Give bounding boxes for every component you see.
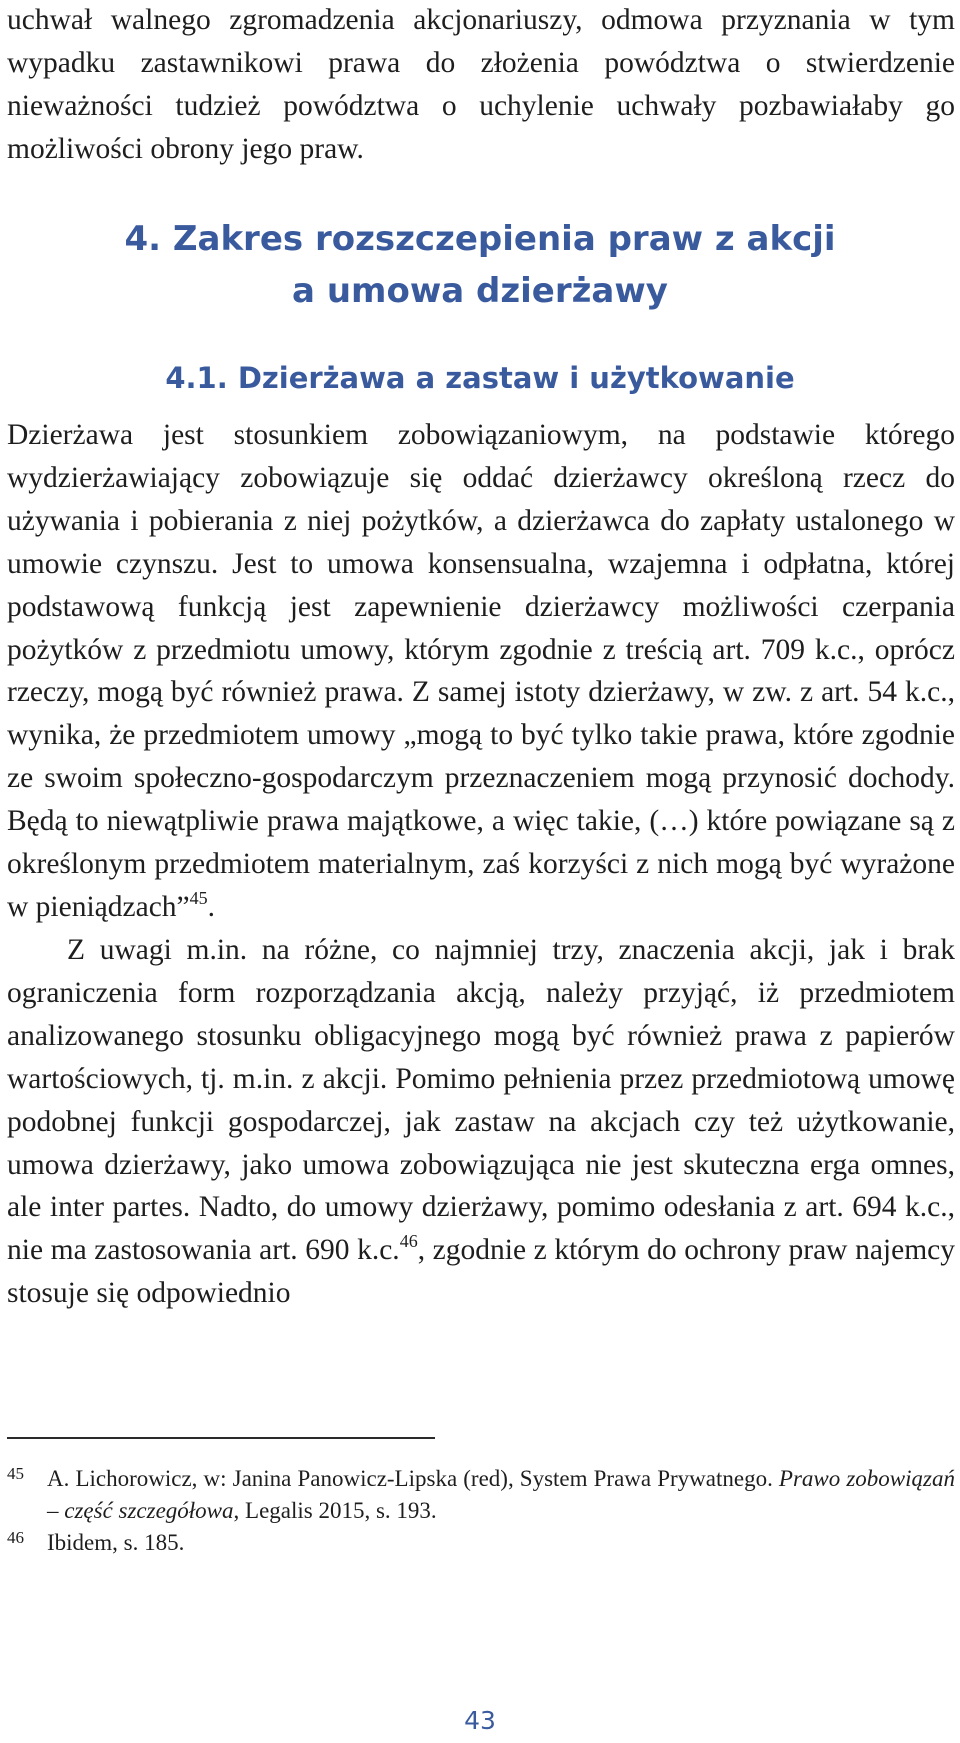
paragraph-1-text: Dzierżawa jest stosunkiem zobowiązaniowym, na podstawie którego wydzierżawiający zobowiązuje się oddać dzierżawcy określoną rzecz do używania i pobierania z niej pożytków, a dzierżawca do zapłaty ustalonego w umowie czynszu. Jest to umowa konsensualna, wzajemna i odpłatna, której podstawową funkcją jest zapewnienie dzierżawcy możliwości czerpania pożytków z przedmiotu umowy, którym zgodnie z treścią art. 709 k.c., oprócz rzeczy, mogą być również prawa. Z samej istoty dzierżawy, w zw. z art. 54 k.c., wynika, że przedmiotem umowy „mogą to być tylko takie prawa, które zgodnie ze swoim społeczno-gospodarczym przeznaczeniem mogą przynosić dochody. Będą to niewątpliwie prawa majątkowe, a więc takie, (…) które powiązane są z określonym przedmiotem materialnym, zaś korzyści z nich mogą być wyrażone w pieniądzach” <box>7 419 955 923</box>
paragraph-1-end: . <box>207 890 216 923</box>
footnote-number: 45 <box>7 1464 24 1483</box>
footnote-text: Ibidem, s. 185. <box>47 1530 185 1555</box>
paragraph-2-text: Z uwagi m.in. na różne, co najmniej trzy, znaczenia akcji, jak i brak ograniczenia form rozporządzania akcją, należy przyjąć, iż przedmiotem analizowanego stosunku obligacyjnego mogą być również prawa z papierów wartościowych, tj. m.in. z akcji. Pomimo pełnienia przez przedmiotową umowę podobnej funkcji gospodarczej, jak zastaw na akcjach czy też użytkowanie, umowa dzierżawy, jako umowa zobowiązująca nie jest skuteczna erga omnes, ale inter partes. Nadto, do umowy dzierżawy, pomimo odesłania z art. 694 k.c., nie ma zastosowania art. 690 k.c. <box>7 934 955 1267</box>
page-number: 43 <box>464 1706 496 1735</box>
paragraph-1 <box>7 414 955 929</box>
footnote-text-plain: A. Lichorowicz, w: Janina Panowicz-Lipska (red), System Prawa Prywatnego. <box>47 1466 779 1491</box>
footnote-ref-45: 45 <box>189 887 208 908</box>
footnote-number: 46 <box>7 1528 24 1547</box>
footnote-ref-46: 46 <box>399 1231 418 1252</box>
footnote-text-end: , Legalis 2015, s. 193. <box>233 1498 437 1523</box>
paragraph-2-continuation: , zgodnie z którym do ochrony praw najemcy stosuje się odpowiednio <box>7 1234 955 1310</box>
footnote-45 <box>7 1463 955 1527</box>
top-paragraph <box>7 0 955 171</box>
paragraph-2 <box>7 929 955 1315</box>
top-paragraph-text: uchwał walnego zgromadzenia akcjonariuszy, odmowa przyznania w tym wypadku zastawnikowi prawa do złożenia powództwa o stwierdzenie nieważności tudzież powództwa o uchylenie uchwały pozbawiałaby go możliwości obrony jego praw. <box>7 4 955 165</box>
footnote-separator <box>7 1437 435 1439</box>
footnote-text <box>47 1463 955 1527</box>
section-heading-line1: 4. Zakres rozszczepienia praw z akcji <box>124 219 836 259</box>
footnote-46 <box>7 1527 955 1559</box>
section-heading <box>0 213 960 317</box>
subsection-heading: 4.1. Dzierżawa a zastaw i użytkowanie <box>165 361 795 395</box>
section-heading-line2: a umowa dzierżawy <box>292 271 668 311</box>
footnote-text-italic: Prawo zobowiązań – część szczegółowa <box>47 1466 955 1523</box>
